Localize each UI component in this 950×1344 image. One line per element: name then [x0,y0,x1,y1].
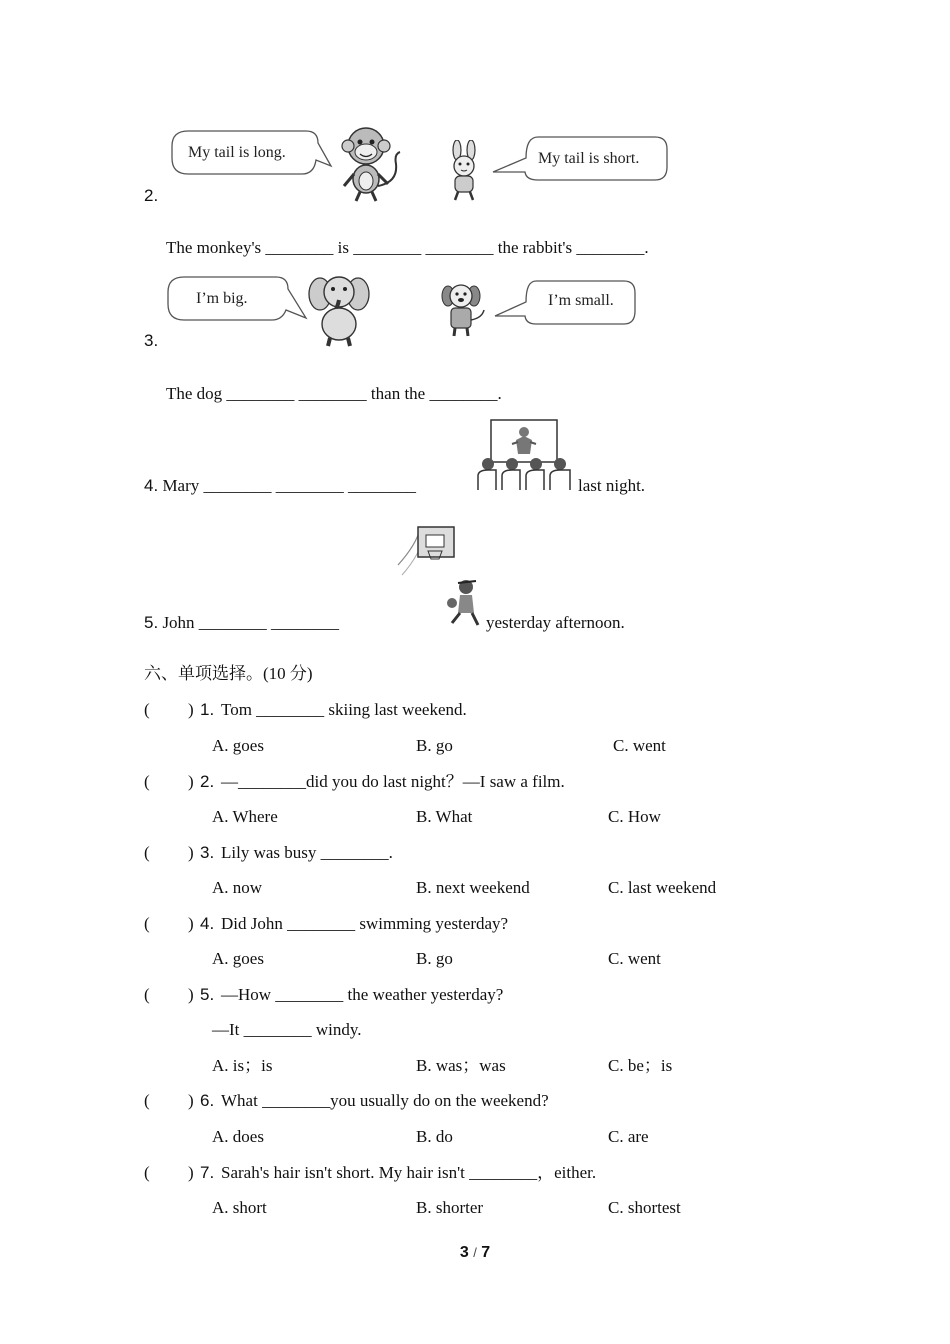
q3-sentence: The dog ________ ________ than the ________. [166,384,502,403]
page-number [0,1244,950,1262]
mc-question-text: —________did you do last night？—I saw a film. [221,772,565,791]
page-separator: / [473,1245,477,1260]
answer-paren-open[interactable]: ( [144,772,150,791]
monkey-bubble-text: My tail is long. [188,144,286,161]
q2-number: 2. [144,186,159,205]
answer-paren-open[interactable]: ( [144,700,150,719]
option-b[interactable]: B. shorter [416,1198,484,1217]
option-a[interactable]: A. goes [212,736,264,755]
answer-paren-open[interactable]: ( [144,1163,150,1182]
q5-sentence-end: yesterday afternoon. [486,613,625,632]
answer-paren-close: ) [188,772,194,791]
mc-question-text-line2: —It ________ windy. [212,1020,362,1039]
rabbit-bubble-text: My tail is short. [538,150,640,167]
basketball-icon [396,525,486,631]
q4-line [144,476,416,496]
q2-sentence: The monkey's ________ is ________ ________ the rabbit's ________. [166,238,649,257]
option-b[interactable]: B. go [416,949,453,968]
cinema-icon [476,418,576,490]
answer-paren-close: ) [188,985,194,1004]
answer-paren-close: ) [188,700,194,719]
elephant-bubble-text: I’m big. [196,290,248,307]
option-b[interactable]: B. do [416,1127,453,1146]
option-a[interactable]: A. short [212,1198,267,1217]
mc-question-text: Lily was busy ________. [221,843,393,862]
option-c[interactable]: C. went [613,736,666,755]
q5-sentence-start: John ________ ________ [162,613,340,632]
option-c[interactable]: C. went [608,949,661,968]
total-pages: 7 [481,1244,491,1261]
dog-speech-bubble [492,278,638,328]
monkey-icon [334,124,404,204]
mc-number: 3. [200,843,215,862]
q4-sentence-end: last night. [578,476,646,495]
elephant-icon [308,272,370,348]
elephant-speech-bubble [164,274,309,324]
option-b[interactable]: B. What [416,807,473,826]
mc-number: 4. [200,914,215,933]
option-c[interactable]: C. last weekend [608,878,717,897]
option-c[interactable]: C. shortest [608,1198,681,1217]
answer-paren-open[interactable]: ( [144,1091,150,1110]
current-page: 3 [459,1244,469,1261]
option-a[interactable]: A. now [212,878,263,897]
option-c[interactable]: C. be；is [608,1056,673,1075]
q4-sentence-start: Mary ________ ________ ________ [162,476,417,495]
option-b[interactable]: B. go [416,736,453,755]
mc-question-text: —How ________ the weather yesterday? [221,985,504,1004]
dog-bubble-text: I’m small. [548,292,614,309]
option-a[interactable]: A. is；is [212,1056,273,1075]
q5-number: 5. [144,613,159,632]
mc-question-text: Tom ________ skiing last weekend. [221,700,467,719]
mc-number: 5. [200,985,215,1004]
option-b[interactable]: B. was；was [416,1056,506,1075]
answer-paren-close: ) [188,1163,194,1182]
option-a[interactable]: A. Where [212,807,278,826]
dog-icon [436,280,488,338]
option-c[interactable]: C. are [608,1127,649,1146]
mc-question-text: What ________you usually do on the weekend? [221,1091,549,1110]
monkey-speech-bubble [168,128,333,178]
answer-paren-open[interactable]: ( [144,985,150,1004]
mc-number: 6. [200,1091,215,1110]
option-a[interactable]: A. goes [212,949,264,968]
option-c[interactable]: C. How [608,807,661,826]
section6-title: 六、单项选择。(10 分) [144,664,313,683]
answer-paren-close: ) [188,843,194,862]
answer-paren-close: ) [188,1091,194,1110]
rabbit-speech-bubble [490,134,670,184]
mc-question-text: Did John ________ swimming yesterday? [221,914,509,933]
q3-number: 3. [144,331,159,350]
option-a[interactable]: A. does [212,1127,264,1146]
mc-number: 2. [200,772,215,791]
q5-line [144,613,339,633]
answer-paren-open[interactable]: ( [144,914,150,933]
mc-number: 7. [200,1163,215,1182]
mc-number: 1. [200,700,215,719]
q4-number: 4. [144,476,159,495]
answer-paren-open[interactable]: ( [144,843,150,862]
option-b[interactable]: B. next weekend [416,878,530,897]
answer-paren-close: ) [188,914,194,933]
mc-question-text: Sarah's hair isn't short. My hair isn't ________，either. [221,1163,597,1182]
rabbit-icon [442,140,486,202]
